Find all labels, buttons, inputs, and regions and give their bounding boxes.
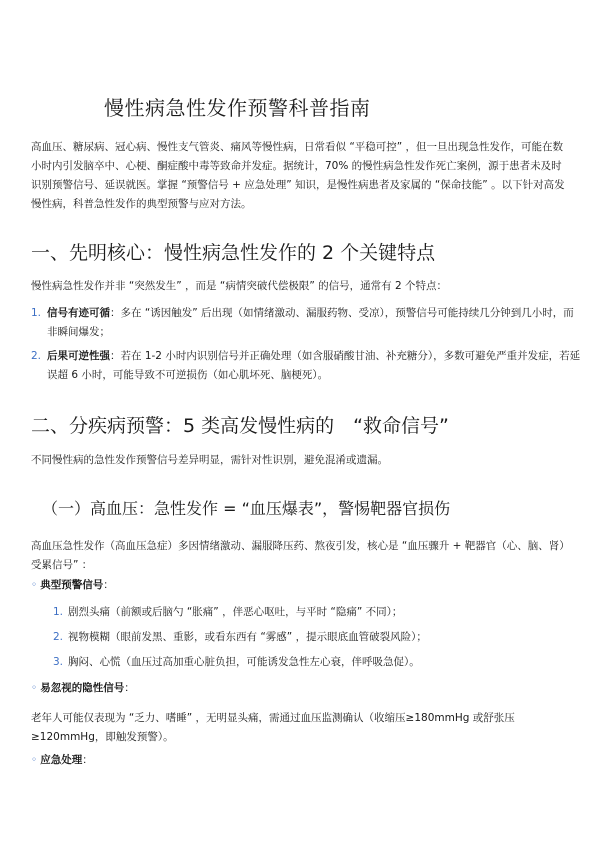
list-number: 1.: [31, 307, 42, 319]
section1-heading: 一、先明核心：慢性病急性发作的 2 个关键特点: [31, 242, 436, 264]
subsection1-heading: （一）高血压：急性发作 = “血压爆表”，警惕靶器官损伤: [42, 499, 451, 518]
section2-heading: 二、分疾病预警：5 类高发慢性病的 “救命信号”: [31, 415, 449, 437]
hidden-signals-heading: ◦ 易忽视的隐性信号：: [31, 682, 135, 694]
bullet-icon: ◦: [31, 682, 38, 694]
item-keyword: 信号有迹可循: [47, 307, 110, 319]
item-text: ：若在 1-2 小时内识别信号并正确处理（如含服硝酸甘油、补充糖分），多数可避免严重并发症，若延误超 6 小时，可能导致不可逆损伤（如心肌坏死、脑梗死）。: [47, 350, 581, 381]
typical-signal-item-1: 1. 剧烈头痛（前额或后脑勺 “胀痛” ，伴恶心呕吐，与平时 “隐痛” 不同）；: [53, 606, 403, 618]
section2-lead: 不同慢性病的急性发作预警信号差异明显，需针对性识别，避免混淆或遗漏。: [31, 454, 388, 466]
emergency-heading: ◦ 应急处理：: [31, 754, 93, 766]
typical-signal-item-3: 3. 胸闷、心慌（血压过高加重心脏负担，可能诱发急性左心衰，伴呼吸急促）。: [53, 656, 420, 668]
intro-paragraph: 高血压、糖尿病、冠心病、慢性支气管炎、痛风等慢性病，日常看似 “平稳可控” ，但一旦出现急性发作，可能在数小时内引发脑卒中、心梗、酮症酸中毒等致命并发症。据统计，70% 的慢性病急性发作死亡案例，源于患者未及时识别预警信号、延误就医。掌握 “预警信号 + 应急处理” 知识，是慢性病患者及家属的 “保命技能” 。以下针对高发慢性病，科普急性发作的典型预警与应对方法。: [31, 141, 565, 210]
hidden-signals-text: 老年人可能仅表现为 “乏力、嗜睡” ，无明显头痛，需通过血压监测确认（收缩压≥180mmHg 或舒张压≥120mmHg，即触发预警）。: [31, 712, 515, 743]
subsection1-lead: 高血压急性发作（高血压急症）多因情绪激动、漏服降压药、熬夜引发，核心是 “血压骤升 + 靶器官（心、脑、肾）受累信号” ：: [31, 540, 570, 571]
item-keyword: 后果可逆性强: [47, 350, 110, 362]
item-text: ：多在 “诱因触发” 后出现（如情绪激动、漏服药物、受凉），预警信号可能持续几分钟到几小时，而非瞬间爆发；: [47, 307, 574, 338]
typical-signals-heading: ◦ 典型预警信号：: [31, 579, 114, 591]
bullet-icon: ◦: [31, 579, 38, 591]
section1-item-2: [31, 347, 581, 385]
section1-item-1: [31, 304, 581, 342]
bullet-icon: ◦: [31, 754, 38, 766]
section1-lead: 慢性病急性发作并非 “突然发生” ，而是 “病情突破代偿极限” 的信号，通常有 2 个特点：: [31, 280, 447, 292]
list-number: 2.: [31, 350, 42, 362]
typical-signal-item-2: 2. 视物模糊（眼前发黑、重影，或看东西有 “雾感” ，提示眼底血管破裂风险）；: [53, 631, 427, 643]
document-title: 慢性病急性发作预警科普指南: [104, 96, 371, 120]
